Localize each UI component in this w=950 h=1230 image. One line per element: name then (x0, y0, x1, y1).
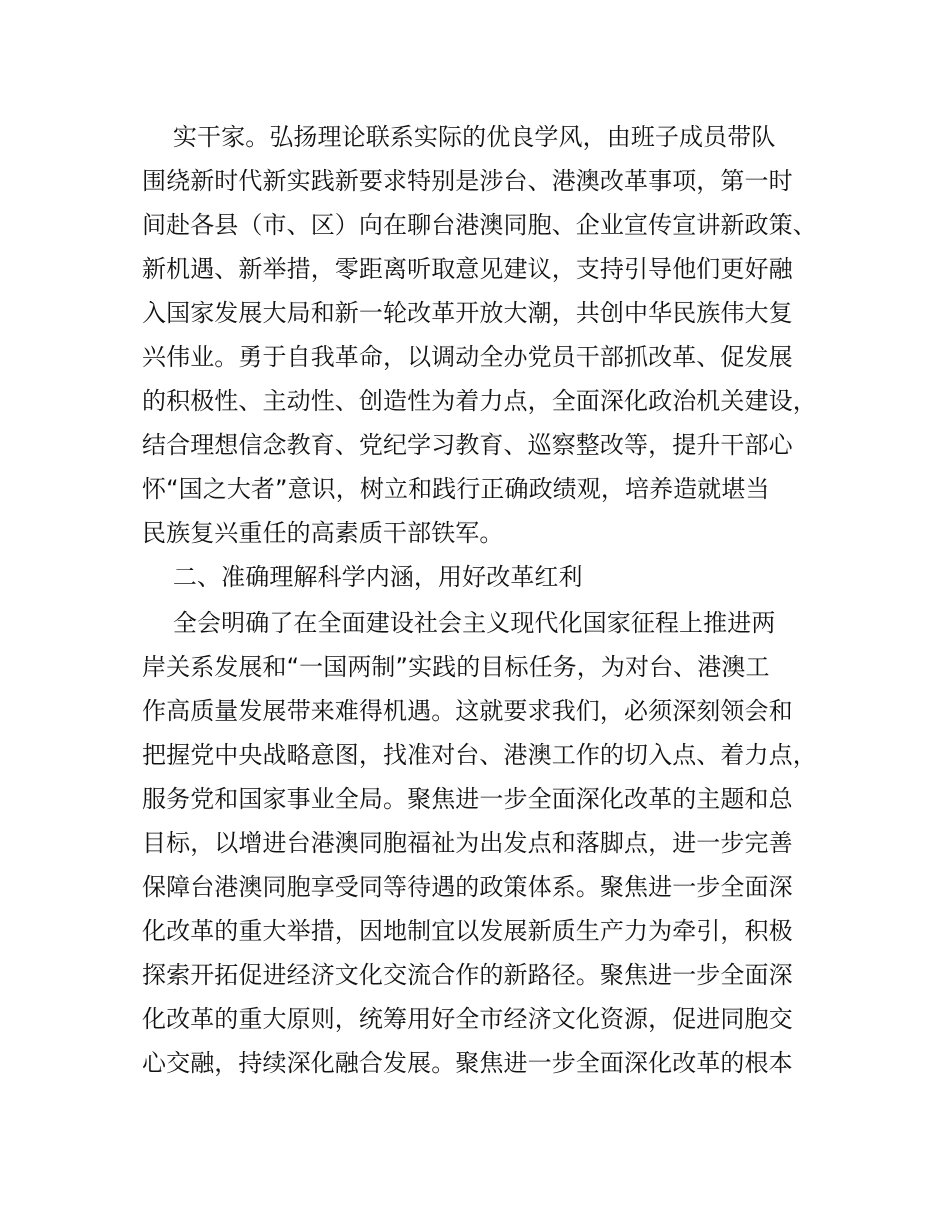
section-heading: 二、准确理解科学内涵，用好改革红利 (142, 563, 583, 591)
text-line: 目标，以增进台港澳同胞福祉为出发点和落脚点，进一步完善 (142, 829, 793, 857)
text-line: 保障台港澳同胞享受同等待遇的政策体系。聚焦进一步全面深 (142, 873, 793, 901)
text-line: 怀“国之大者”意识，树立和践行正确政绩观，培养造就堪当 (142, 475, 770, 503)
text-line: 的积极性、主动性、创造性为着力点，全面深化政治机关建设， (142, 387, 817, 415)
text-line: 围绕新时代新实践新要求特别是涉台、港澳改革事项，第一时 (142, 167, 793, 195)
text-line: 民族复兴重任的高素质干部铁军。 (142, 519, 504, 547)
text-line: 岸关系发展和“一国两制”实践的目标任务，为对台、港澳工 (142, 653, 770, 681)
text-line: 入国家发展大局和新一轮改革开放大潮，共创中华民族伟大复 (142, 299, 793, 327)
text-line: 化改革的重大举措，因地制宜以发展新质生产力为牵引，积极 (142, 917, 793, 945)
text-line: 结合理想信念教育、党纪学习教育、巡察整改等，提升干部心 (142, 431, 793, 459)
text-line: 兴伟业。勇于自我革命，以调动全办党员干部抓改革、促发展 (142, 343, 793, 371)
text-line: 实干家。弘扬理论联系实际的优良学风，由班子成员带队 (142, 123, 776, 151)
text-line: 间赴各县（市、区）向在聊台港澳同胞、企业宣传宣讲新政策、 (142, 211, 817, 239)
text-line: 心交融，持续深化融合发展。聚焦进一步全面深化改革的根本 (142, 1049, 793, 1077)
text-line: 新机遇、新举措，零距离听取意见建议，支持引导他们更好融 (142, 255, 793, 283)
text-line: 化改革的重大原则，统筹用好全市经济文化资源，促进同胞交 (142, 1005, 793, 1033)
text-line: 探索开拓促进经济文化交流合作的新路径。聚焦进一步全面深 (142, 961, 793, 989)
text-line: 作高质量发展带来难得机遇。这就要求我们，必须深刻领会和 (142, 697, 793, 725)
text-line: 全会明确了在全面建设社会主义现代化国家征程上推进两 (142, 609, 776, 637)
text-line: 把握党中央战略意图，找准对台、港澳工作的切入点、着力点， (142, 741, 817, 769)
text-line: 服务党和国家事业全局。聚焦进一步全面深化改革的主题和总 (142, 785, 793, 813)
